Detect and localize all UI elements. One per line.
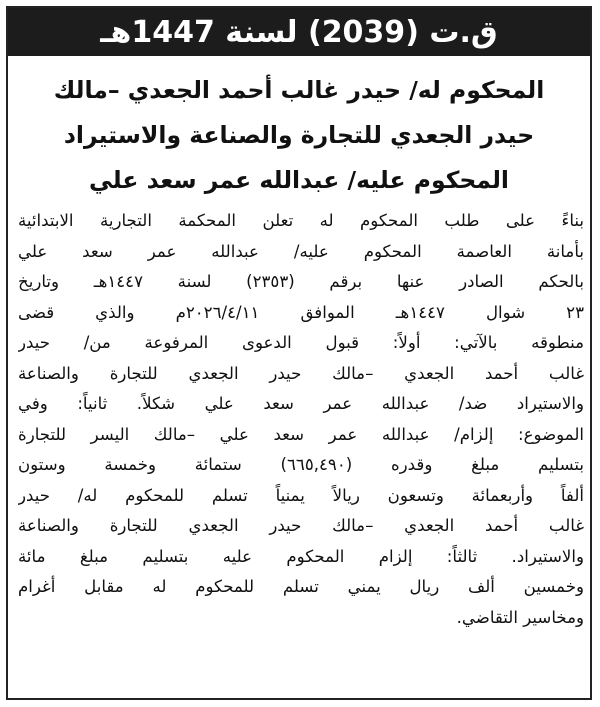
body-line: ومخاسير التقاضي. bbox=[456, 607, 584, 627]
plaintiff-line-1: المحكوم له/ حيدر غالب أحمد الجعدي –مالك bbox=[53, 76, 545, 104]
body-line: الموضوع: إلزام/ عبدالله عمر سعد علي –مالك اليسر للتجارة bbox=[18, 424, 584, 444]
defendant-line: المحكوم عليه/ عبدالله عمر سعد علي bbox=[89, 166, 509, 194]
body-line: غالب أحمد الجعدي –مالك حيدر الجعدي للتجارة والصناعة bbox=[18, 363, 584, 383]
body-line: منطوقه بالآتي: أولاً: قبول الدعوى المرفوعة من/ حيدر bbox=[18, 333, 584, 352]
body-line: ٢٣ شوال ١٤٤٧هـ الموافق ٢٠٢٦/٤/١١م والذي قضى bbox=[18, 302, 584, 322]
body-line: بتسليم مبلغ وقدره (٦٦٥,٤٩٠) ستمائة وخمسة وستون bbox=[18, 455, 584, 474]
case-number-header bbox=[8, 8, 590, 56]
body-line: بأمانة العاصمة المحكوم عليه/ عبدالله عمر سعد علي bbox=[18, 241, 584, 261]
body-line: والاستيراد ضد/ عبدالله عمر سعد علي شكلاً. ثانياً: وفي bbox=[18, 394, 584, 413]
body-line: بناءً على طلب المحكوم له تعلن المحكمة التجارية الابتدائية bbox=[18, 211, 584, 230]
notice-body bbox=[18, 206, 584, 633]
body-line: ألفاً وأربعمائة وتسعون ريالاً يمنياً تسلم للمحكوم له/ حيدر bbox=[18, 485, 584, 505]
case-number: ق.ت (2039) لسنة 1447هـ bbox=[100, 14, 498, 50]
body-line: وخمسين ألف ريال يمني تسلم للمحكوم له مقابل أغرام bbox=[18, 577, 584, 596]
body-line: غالب أحمد الجعدي –مالك حيدر الجعدي للتجارة والصناعة bbox=[18, 516, 584, 535]
parties-block bbox=[18, 68, 580, 203]
body-line: بالحكم الصادر عنها برقم (٢٣٥٣) لسنة ١٤٤٧هـ وتاريخ bbox=[18, 272, 584, 291]
body-line: والاستيراد. ثالثاً: إلزام المحكوم عليه بتسليم مبلغ مائة bbox=[18, 546, 584, 566]
plaintiff-line-2: حيدر الجعدي للتجارة والصناعة والاستيراد bbox=[63, 121, 535, 149]
court-notice bbox=[6, 6, 592, 700]
